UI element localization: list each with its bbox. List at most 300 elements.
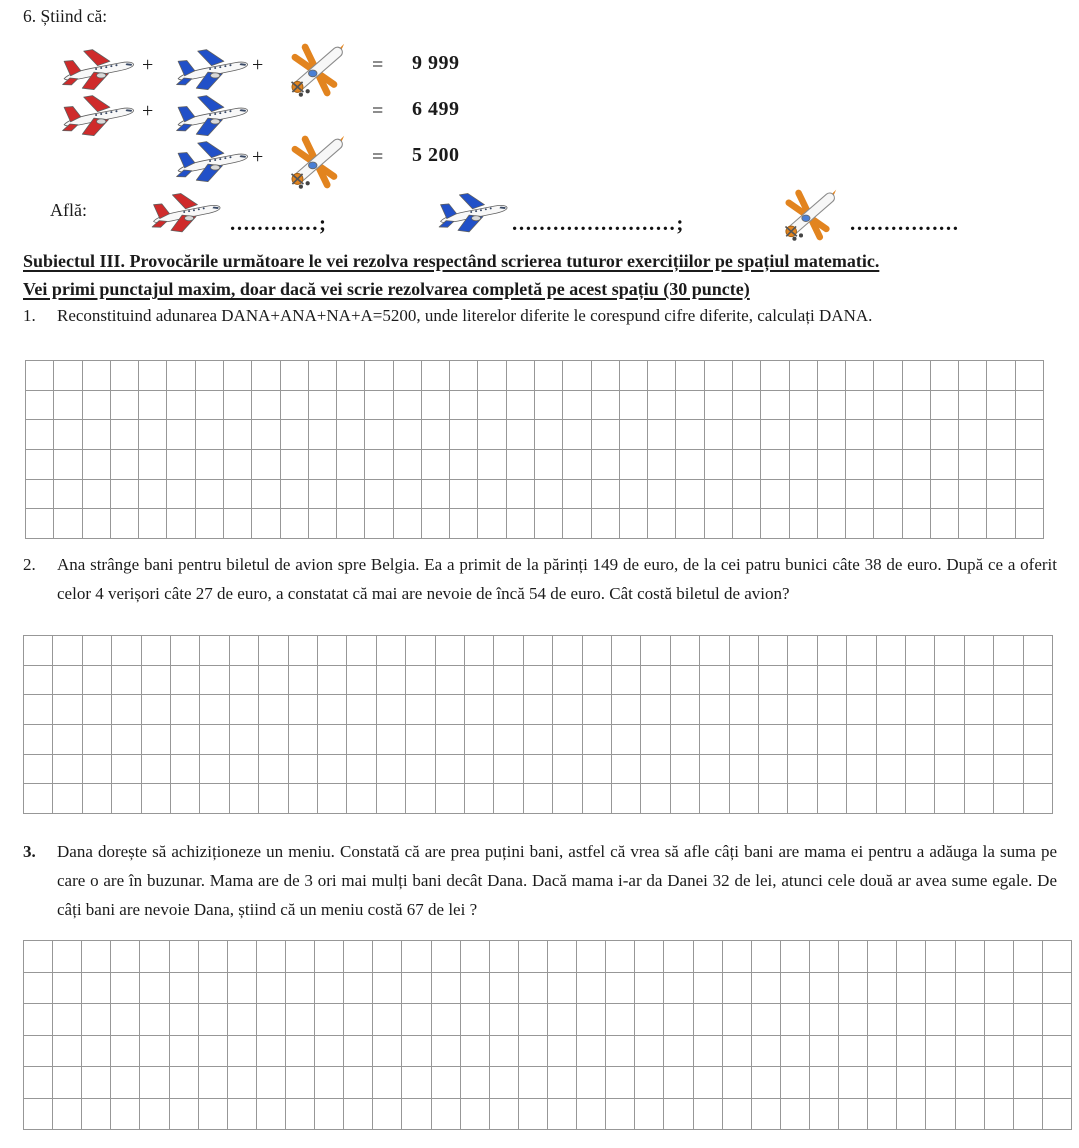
grid-cell [432,973,461,1005]
grid-cell [111,420,139,450]
grid-cell [465,784,494,814]
grid-cell [583,695,612,725]
grid-cell [344,973,373,1005]
grid-cell [224,361,252,391]
grid-cell [347,725,376,755]
grid-cell [847,695,876,725]
grid-cell [140,941,169,973]
grid-cell [592,450,620,480]
grid-cell [111,480,139,510]
grid-cell [931,509,959,539]
grid-cell [935,755,964,785]
grid-cell [259,755,288,785]
grid-cell [524,725,553,755]
grid-cell [406,725,435,755]
grid-cell [83,509,111,539]
grid-cell [53,755,82,785]
grid-cell [868,1067,897,1099]
grid-cell [897,1004,926,1036]
grid-cell [846,450,874,480]
grid-cell [422,420,450,450]
grid-cell [926,1004,955,1036]
grid-cell [344,941,373,973]
grid-cell [252,509,280,539]
grid-cell [24,1067,53,1099]
grid-cell [524,755,553,785]
grid-cell [781,1099,810,1131]
grid-cell [641,666,670,696]
grid-cell [377,755,406,785]
grid-cell [1016,361,1044,391]
grid-cell [620,480,648,510]
grid-cell [994,784,1023,814]
grid-cell [494,695,523,725]
grid-cell [422,509,450,539]
grid-cell [252,480,280,510]
grid-cell [788,636,817,666]
grid-cell [422,450,450,480]
grid-cell [337,391,365,421]
grid-cell [318,755,347,785]
grid-cell [563,450,591,480]
grid-cell [422,361,450,391]
answer-dots: ........................; [512,211,685,235]
grid-cell [818,695,847,725]
grid-cell [577,1004,606,1036]
grid-cell [286,973,315,1005]
grid-cell [83,450,111,480]
grid-cell [535,509,563,539]
grid-cell [548,1036,577,1068]
grid-cell [394,450,422,480]
grid-cell [377,725,406,755]
grid-cell [139,480,167,510]
grid-cell [373,1004,402,1036]
grid-cell [730,725,759,755]
grid-cell [790,509,818,539]
equation-result: 5 200 [412,144,460,166]
grid-cell [648,509,676,539]
grid-cell [723,1036,752,1068]
grid-cell [818,636,847,666]
grid-cell [450,361,478,391]
grid-cell [548,1099,577,1131]
grid-cell [228,941,257,973]
grid-cell [1043,1067,1072,1099]
grid-cell [700,725,729,755]
grid-cell [53,725,82,755]
grid-cell [818,391,846,421]
grid-cell [465,755,494,785]
grid-cell [337,450,365,480]
grid-cell [53,941,82,973]
grid-cell [818,480,846,510]
grid-cell [897,973,926,1005]
grid-cell [1024,755,1053,785]
grid-cell [606,1067,635,1099]
grid-cell [436,784,465,814]
grid-cell [309,480,337,510]
grid-cell [519,1067,548,1099]
grid-cell [524,636,553,666]
grid-cell [694,973,723,1005]
grid-cell [535,480,563,510]
grid-cell [553,784,582,814]
grid-cell [635,1004,664,1036]
grid-cell [790,361,818,391]
problem-text: Reconstituind adunarea DANA+ANA+NA+A=5200, unde literelor diferite le corespund cifre diferite, calculați DANA. [57,306,873,325]
grid-cell [847,755,876,785]
grid-cell [648,420,676,450]
grid-cell [965,695,994,725]
grid-cell [906,695,935,725]
grid-cell [318,784,347,814]
grid-cell [394,420,422,450]
grid-cell [956,1099,985,1131]
grid-cell [230,755,259,785]
grid-cell [818,450,846,480]
grid-cell [846,361,874,391]
grid-cell [965,666,994,696]
grid-cell [935,666,964,696]
grid-cell [347,666,376,696]
grid-cell [461,1036,490,1068]
grid-cell [490,973,519,1005]
grid-cell [723,1099,752,1131]
grid-cell [839,973,868,1005]
grid-cell [337,480,365,510]
grid-cell [286,1099,315,1131]
grid-cell [436,636,465,666]
grid-cell [752,941,781,973]
grid-cell [436,725,465,755]
grid-cell [289,695,318,725]
grid-cell [723,973,752,1005]
find-label: Află: [50,200,87,220]
grid-cell [761,361,789,391]
grid-cell [111,450,139,480]
grid-cell [818,755,847,785]
grid-cell [985,973,1014,1005]
grid-cell [54,450,82,480]
grid-cell [868,1036,897,1068]
grid-cell [465,666,494,696]
grid-cell [490,1099,519,1131]
grid-cell [592,509,620,539]
grid-cell [874,391,902,421]
grid-cell [781,1067,810,1099]
grid-cell [903,420,931,450]
grid-cell [54,420,82,450]
grid-cell [671,695,700,725]
grid-cell [648,361,676,391]
grid-cell [931,420,959,450]
grid-cell [1024,666,1053,696]
grid-cell [111,361,139,391]
grid-cell [612,784,641,814]
grid-cell [465,725,494,755]
grid-cell [839,1067,868,1099]
grid-cell [228,1036,257,1068]
grid-cell [167,420,195,450]
grid-cell [365,391,393,421]
grid-cell [170,973,199,1005]
grid-cell [935,695,964,725]
grid-cell [111,973,140,1005]
grid-cell [987,450,1015,480]
grid-cell [252,420,280,450]
grid-cell [432,1004,461,1036]
grid-cell [26,509,54,539]
grid-cell [664,1099,693,1131]
grid-cell [1024,725,1053,755]
grid-cell [318,666,347,696]
grid-cell [230,695,259,725]
grid-cell [111,1099,140,1131]
grid-cell [377,695,406,725]
grid-cell [494,666,523,696]
grid-cell [606,1004,635,1036]
grid-cell [252,361,280,391]
subject3-heading-line1: Subiectul III. Provocările următoare le vei rezolva respectând scrierea tuturor exercițiilor pe spațiul matematic. [23,251,880,271]
grid-cell [818,420,846,450]
grid-cell [139,450,167,480]
grid-cell [874,509,902,539]
grid-cell [257,1067,286,1099]
grid-cell [24,1099,53,1131]
grid-cell [289,666,318,696]
grid-cell [478,391,506,421]
grid-cell [432,941,461,973]
grid-cell [461,1004,490,1036]
grid-cell [641,636,670,666]
equals-sign: = [372,54,384,76]
grid-cell [788,725,817,755]
grid-cell [257,1099,286,1131]
grid-cell [1014,973,1043,1005]
grid-cell [956,1036,985,1068]
grid-cell [723,1004,752,1036]
grid-cell [671,784,700,814]
grid-cell [676,361,704,391]
grid-cell [818,784,847,814]
grid-cell [281,450,309,480]
grid-cell [985,1099,1014,1131]
grid-cell [818,361,846,391]
grid-cell [926,941,955,973]
grid-cell [519,1004,548,1036]
grid-cell [987,509,1015,539]
problem-number: 2. [23,555,36,574]
grid-cell [461,941,490,973]
grid-cell [365,480,393,510]
grid-cell [1016,509,1044,539]
grid-cell [818,725,847,755]
blue-airplane-icon [174,92,252,140]
grid-cell [592,391,620,421]
grid-cell [494,784,523,814]
question6-title: 6. Știind că: [23,6,108,26]
grid-cell [53,1067,82,1099]
grid-cell [24,973,53,1005]
grid-cell [257,1036,286,1068]
grid-cell [620,420,648,450]
grid-cell [82,1036,111,1068]
grid-cell [664,941,693,973]
grid-cell [1014,1004,1043,1036]
grid-cell [344,1004,373,1036]
grid-cell [956,941,985,973]
grid-cell [337,509,365,539]
grid-cell [170,1004,199,1036]
grid-cell [142,725,171,755]
grid-cell [935,725,964,755]
grid-cell [818,666,847,696]
grid-cell [432,1036,461,1068]
grid-cell [700,695,729,725]
grid-cell [490,1036,519,1068]
grid-cell [903,391,931,421]
grid-cell [82,973,111,1005]
grid-cell [365,509,393,539]
grid-cell [377,666,406,696]
grid-cell [868,941,897,973]
grid-cell [612,695,641,725]
equation-result: 9 999 [412,52,460,74]
grid-cell [24,941,53,973]
grid-cell [406,636,435,666]
problem-number: 3. [23,842,36,861]
grid-cell [906,725,935,755]
grid-cell [664,1004,693,1036]
grid-cell [583,755,612,785]
grid-cell [373,1099,402,1131]
grid-cell [344,1099,373,1131]
grid-cell [450,480,478,510]
grid-cell [705,361,733,391]
grid-cell [965,636,994,666]
grid-cell [535,391,563,421]
grid-cell [281,509,309,539]
orange-small-airplane-icon [286,134,348,190]
grid-cell [788,695,817,725]
grid-cell [606,941,635,973]
grid-cell [83,420,111,450]
grid-cell [26,391,54,421]
red-airplane-icon [150,190,224,236]
grid-cell [846,391,874,421]
grid-cell [635,1067,664,1099]
plus-operator: + [252,146,264,168]
grid-cell [281,420,309,450]
grid-cell [347,784,376,814]
grid-cell [83,755,112,785]
grid-cell [224,450,252,480]
grid-cell [83,666,112,696]
grid-cell [705,480,733,510]
grid-cell [700,636,729,666]
grid-cell [877,666,906,696]
grid-cell [196,420,224,450]
grid-cell [553,666,582,696]
grid-cell [635,1099,664,1131]
grid-cell [759,636,788,666]
grid-cell [583,666,612,696]
grid-cell [1014,941,1043,973]
grid-cell [635,941,664,973]
problem-text: Dana dorește să achiziționeze un meniu. Constată că are prea puțini bani, astfel că vrea să afle câți bani are mama ei pentru a adăuga la suma pe care o are în buzunar. Mama are de 3 ori mai mulți bani decât Dana. Dacă mama i-ar da Danei 32 de lei, atunci cele două ar avea sume egale. De câți bani are nevoie Dana, știind că un meniu costă 67 de lei ? [57,842,1057,919]
grid-cell [931,361,959,391]
grid-cell [1043,1036,1072,1068]
grid-cell [553,636,582,666]
grid-cell [635,973,664,1005]
grid-cell [24,695,53,725]
grid-cell [583,725,612,755]
grid-cell [199,1004,228,1036]
grid-cell [171,636,200,666]
grid-cell [140,1099,169,1131]
grid-cell [228,1067,257,1099]
grid-cell [705,420,733,450]
grid-cell [140,973,169,1005]
grid-cell [450,509,478,539]
grid-cell [790,420,818,450]
grid-cell [337,420,365,450]
grid-cell [761,509,789,539]
grid-cell [167,391,195,421]
grid-cell [987,361,1015,391]
grid-cell [730,695,759,725]
grid-cell [733,480,761,510]
grid-cell [142,784,171,814]
grid-cell [111,391,139,421]
grid-cell [142,695,171,725]
grid-cell [730,666,759,696]
grid-cell [563,361,591,391]
grid-cell [994,636,1023,666]
solution-grid-1 [25,360,1044,539]
grid-cell [839,1036,868,1068]
grid-cell [507,480,535,510]
grid-cell [259,636,288,666]
grid-cell [761,420,789,450]
grid-cell [224,420,252,450]
grid-cell [868,1004,897,1036]
grid-cell [877,755,906,785]
equation-block [0,46,1079,190]
grid-cell [200,695,229,725]
grid-cell [53,973,82,1005]
grid-cell [705,450,733,480]
grid-cell [761,480,789,510]
grid-cell [612,725,641,755]
grid-cell [694,1067,723,1099]
grid-cell [781,1004,810,1036]
grid-cell [788,784,817,814]
grid-cell [230,784,259,814]
grid-cell [641,725,670,755]
grid-cell [700,784,729,814]
answer-dots: .............; [230,211,328,235]
grid-cell [1043,1099,1072,1131]
grid-cell [53,666,82,696]
grid-cell [906,636,935,666]
grid-cell [1014,1036,1043,1068]
grid-cell [344,1036,373,1068]
grid-cell [199,1067,228,1099]
grid-cell [309,420,337,450]
subject3-heading-line2: Vei primi punctajul maxim, doar dacă vei scrie rezolvarea completă pe acest spațiu (30 puncte) [23,279,750,299]
